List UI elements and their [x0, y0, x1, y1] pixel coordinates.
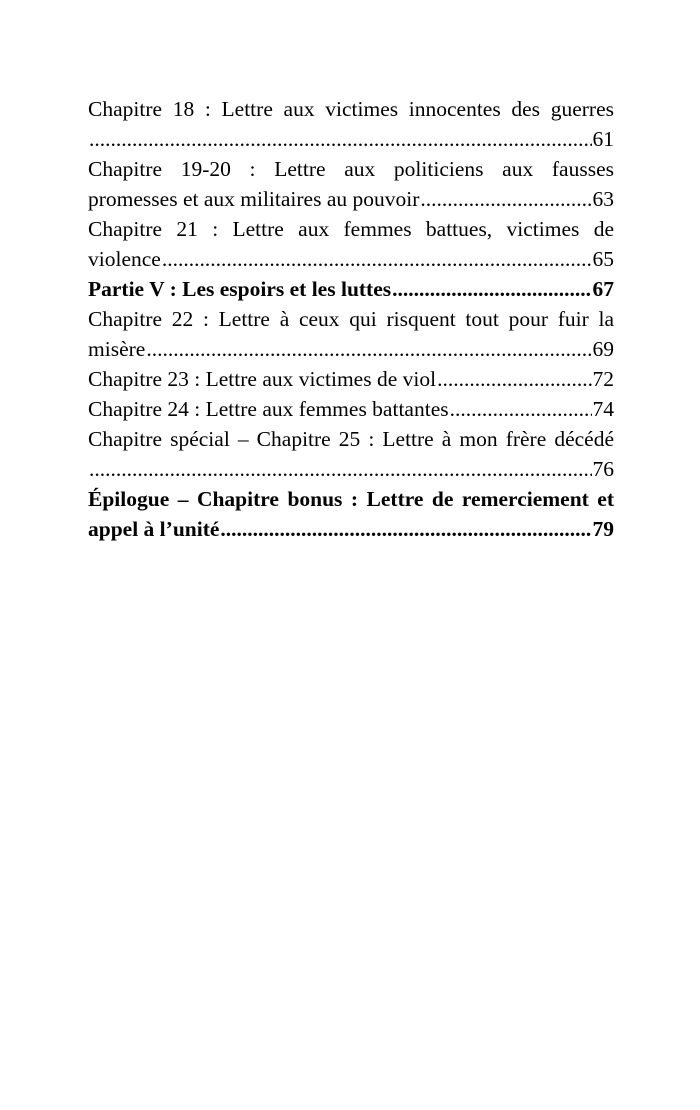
dot-leader [420, 184, 591, 214]
toc-entry-title-end: Partie V : Les espoirs et les luttes [88, 277, 392, 301]
dot-leader [146, 334, 591, 364]
toc-entry-chapitre-19-20[interactable] [88, 154, 614, 214]
toc-page-number: 72 [592, 367, 614, 391]
toc-entry-chapitre-25[interactable] [88, 424, 614, 484]
toc-page-number: 76 [592, 457, 614, 481]
toc-entry-chapitre-18[interactable] [88, 94, 614, 154]
toc-entry-chapitre-21[interactable] [88, 214, 614, 274]
table-of-contents [88, 94, 614, 544]
toc-entry-chapitre-23[interactable] [88, 364, 614, 394]
dot-leader [89, 124, 592, 154]
toc-entry-chapitre-22[interactable] [88, 304, 614, 364]
toc-entry-title-end: misère [88, 337, 146, 361]
toc-entry-title-end: promesses et aux militaires au pouvoir [88, 187, 420, 211]
toc-page-number: 79 [592, 517, 614, 541]
dot-leader [89, 454, 592, 484]
toc-page-number: 69 [592, 337, 614, 361]
toc-page-number: 74 [592, 397, 614, 421]
toc-page-number: 65 [592, 247, 614, 271]
toc-entry-title-line: Chapitre 18 : Lettre aux victimes innocentes des guerres [88, 97, 614, 121]
dot-leader [437, 364, 591, 394]
toc-entry-epilogue[interactable] [88, 484, 614, 544]
toc-entry-title-line: Chapitre 19-20 : Lettre aux politiciens aux fausses [88, 157, 614, 181]
toc-entry-title-end: Chapitre 23 : Lettre aux victimes de viol [88, 367, 437, 391]
dot-leader [450, 394, 592, 424]
toc-entry-title-line: Chapitre 22 : Lettre à ceux qui risquent tout pour fuir la [88, 307, 614, 331]
toc-entry-title-line: Chapitre 21 : Lettre aux femmes battues, victimes de [88, 217, 614, 241]
toc-entry-title-end: violence [88, 247, 161, 271]
toc-page-number: 61 [592, 127, 614, 151]
toc-entry-partie-v[interactable] [88, 274, 614, 304]
toc-entry-chapitre-24[interactable] [88, 394, 614, 424]
dot-leader [392, 274, 591, 304]
toc-entry-title-line: Chapitre spécial – Chapitre 25 : Lettre à mon frère décédé [88, 427, 614, 451]
toc-entry-title-end: Chapitre 24 : Lettre aux femmes battantes [88, 397, 449, 421]
dot-leader [220, 514, 591, 544]
toc-entry-title-line: Épilogue – Chapitre bonus : Lettre de remerciement et [88, 487, 614, 511]
toc-entry-title-end: appel à l’unité [88, 517, 220, 541]
toc-page-number: 67 [592, 277, 614, 301]
dot-leader [162, 244, 592, 274]
toc-page-number: 63 [592, 187, 614, 211]
